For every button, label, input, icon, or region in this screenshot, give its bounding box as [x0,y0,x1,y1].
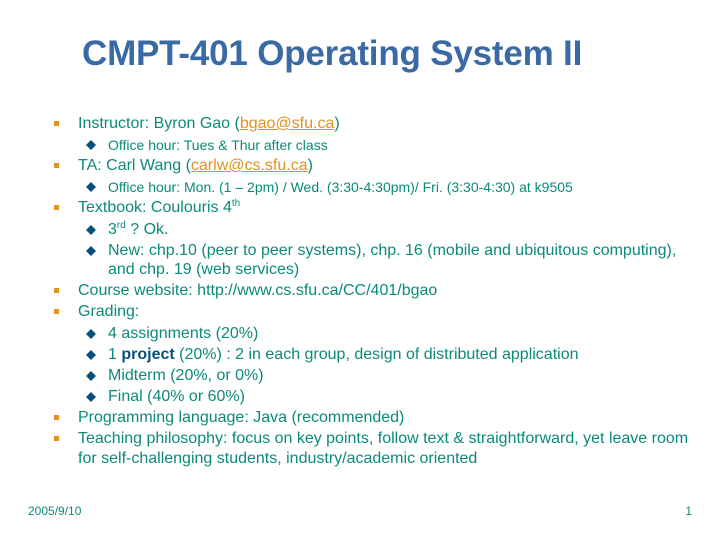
square-bullet-icon [54,121,59,126]
diamond-bullet-icon [86,182,96,192]
bullet-textbook [52,198,692,279]
sub-bullet-3rd-edition [78,220,692,239]
ta-sublist [78,178,692,196]
project-count: 1 [108,346,122,363]
edition-sup: rd [116,220,126,231]
website-text: Course website: http://www.cs.sfu.ca/CC/401/bgao [78,282,438,299]
textbook-edition-sup: th [231,198,241,209]
square-bullet-icon [54,436,59,441]
instructor-office-hour: Office hour: Tues & Thur after class [108,137,328,153]
project-details: (20%) : 2 in each group, design of distributed application [174,346,579,363]
edition-note: ? Ok. [125,221,169,238]
bullet-instructor [52,114,692,154]
square-bullet-icon [54,288,59,293]
assignments-text: 4 assignments (20%) [108,325,259,342]
square-bullet-icon [54,205,59,210]
grading-sublist [78,324,692,406]
instructor-email-link[interactable]: bgao@sfu.ca [239,115,335,132]
instructor-suffix: ) [334,115,340,132]
sub-bullet-final [78,387,692,406]
diamond-bullet-icon [86,371,96,381]
bullet-ta [52,156,692,196]
sub-bullet-assignments [78,324,692,343]
diamond-bullet-icon [86,329,96,339]
bullet-grading [52,302,692,406]
square-bullet-icon [54,163,59,168]
sub-bullet-project [78,345,692,364]
square-bullet-icon [54,309,59,314]
project-bold-label: project [121,346,175,363]
textbook-text: Textbook: Coulouris 4 [78,199,232,216]
bullet-website [52,281,692,301]
ta-suffix: ) [307,157,313,174]
language-text: Programming language: Java (recommended) [78,409,405,426]
diamond-bullet-icon [86,392,96,402]
sub-bullet-ta-hours [78,178,692,196]
philosophy-text: Teaching philosophy: focus on key points, follow text & straightforward, yet leave room for self-challenging students, industry/academic oriented [78,430,689,467]
bullet-language [52,408,692,428]
bullet-philosophy [52,429,692,469]
footer-date: 2005/9/10 [28,504,82,518]
sub-bullet-instructor-hours [78,136,692,154]
new-chapters-text: New: chp.10 (peer to peer systems), chp. 16 (mobile and ubiquitous computing), and chp. 19 (web services) [108,242,677,278]
instructor-prefix: Instructor: Byron Gao ( [78,115,240,132]
edition-number: 3 [108,221,117,238]
slide-title: CMPT-401 Operating System II [82,34,583,73]
diamond-bullet-icon [86,140,96,150]
square-bullet-icon [54,415,59,420]
diamond-bullet-icon [86,350,96,360]
bullet-list [52,114,692,470]
ta-office-hour: Office hour: Mon. (1 – 2pm) / Wed. (3:30-4:30pm)/ Fri. (3:30-4:30) at k9505 [108,179,573,195]
final-text: Final (40% or 60%) [108,388,245,405]
sub-bullet-midterm [78,366,692,385]
page-number: 1 [685,504,692,518]
diamond-bullet-icon [86,246,96,256]
ta-email-link[interactable]: carlw@cs.sfu.ca [190,157,308,174]
diamond-bullet-icon [86,225,96,235]
sub-bullet-new-chapters [78,241,692,279]
midterm-text: Midterm (20%, or 0%) [108,367,264,384]
instructor-sublist [78,136,692,154]
textbook-sublist [78,220,692,279]
ta-prefix: TA: Carl Wang ( [78,157,191,174]
grading-text: Grading: [78,303,140,320]
